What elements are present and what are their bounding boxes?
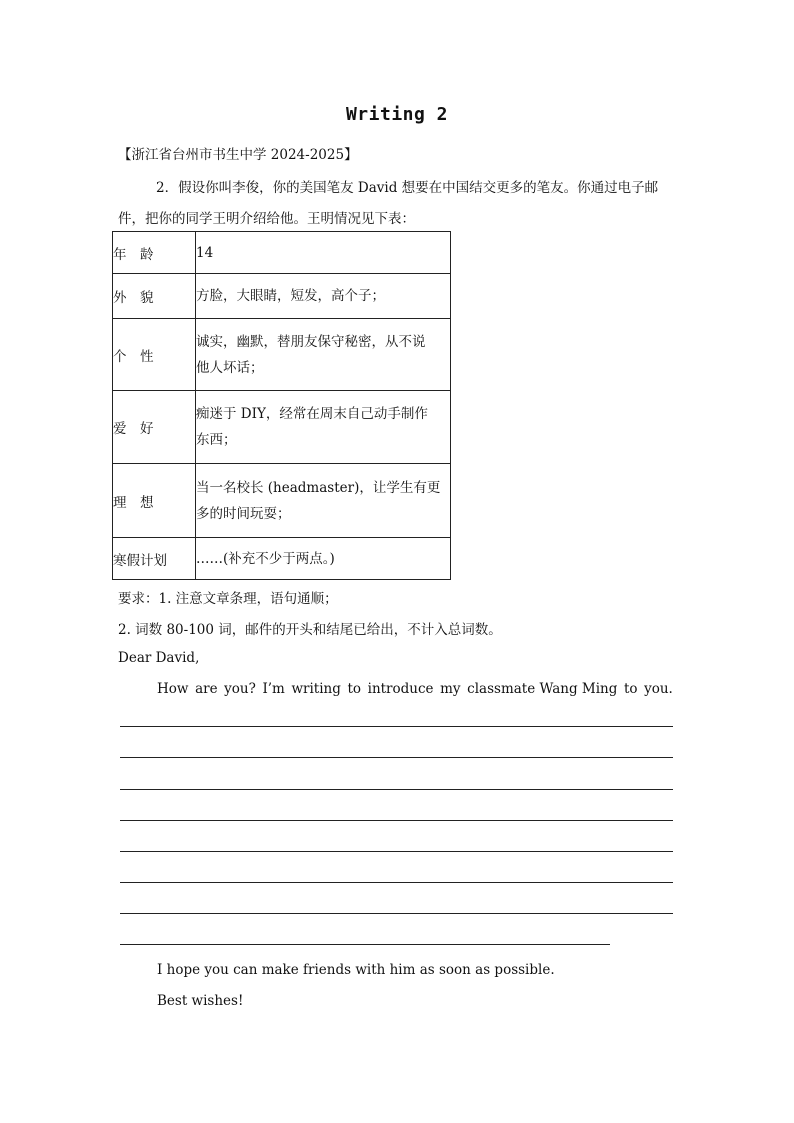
answer-line[interactable] xyxy=(120,757,673,758)
question-line-1: 2．假设你叫李俊，你的美国笔友 David 想要在中国结交更多的笔友。你通过电子邮 xyxy=(156,180,659,196)
intro-word: classmate Wang Ming xyxy=(467,681,618,697)
row-key: 理 想 xyxy=(113,464,196,538)
row-value xyxy=(196,391,451,464)
source-label: 【浙江省台州市书生中学 2024-2025】 xyxy=(118,147,358,163)
row-key: 寒假计划 xyxy=(113,538,196,580)
intro-word: you? xyxy=(224,681,256,697)
row-value xyxy=(196,538,451,580)
question-line-2: 件，把你的同学王明介绍给他。王明情况见下表： xyxy=(118,211,415,227)
table-row xyxy=(113,319,451,391)
table-row xyxy=(113,538,451,580)
requirement-2: 2. 词数 80-100 词，邮件的开头和结尾已给出，不计入总词数。 xyxy=(118,622,502,638)
row-key: 年 龄 xyxy=(113,232,196,274)
answer-line[interactable] xyxy=(120,789,673,790)
row-value xyxy=(196,319,451,391)
row-key: 个 性 xyxy=(113,319,196,391)
intro-word: my xyxy=(440,681,461,697)
intro-word: to xyxy=(623,681,638,697)
page-title: Writing 2 xyxy=(345,104,449,125)
row-value-line: 诚实，幽默，替朋友保守秘密，从不说 xyxy=(196,333,426,350)
letter-sign-off: Best wishes! xyxy=(157,993,244,1009)
row-value-line: 东西； xyxy=(196,432,237,448)
row-value-line: 痴迷于 DIY，经常在周末自己动手制作 xyxy=(196,406,428,422)
requirement-1: 要求：1. 注意文章条理，语句通顺； xyxy=(118,591,338,607)
table-row xyxy=(113,464,451,538)
row-value-line: 方脸，大眼睛，短发，高个子； xyxy=(196,288,385,304)
table-row xyxy=(113,391,451,464)
row-value-line: 他人坏话； xyxy=(196,359,264,376)
row-key: 爱 好 xyxy=(113,391,196,464)
row-value xyxy=(196,274,451,319)
row-value xyxy=(196,232,451,274)
answer-line[interactable] xyxy=(120,851,673,852)
answer-line[interactable] xyxy=(120,882,673,883)
table-row xyxy=(113,232,451,274)
letter-intro xyxy=(157,681,673,697)
row-key: 外 貌 xyxy=(113,274,196,319)
answer-line[interactable] xyxy=(120,820,673,821)
table-row xyxy=(113,274,451,319)
intro-word: writing xyxy=(291,681,341,697)
intro-word: How xyxy=(157,681,189,697)
row-value-line: 多的时间玩耍； xyxy=(196,505,291,522)
info-table xyxy=(112,231,451,580)
row-value-line: 14 xyxy=(196,244,214,261)
row-value-line: ……(补充不少于两点。) xyxy=(196,550,335,567)
answer-line[interactable] xyxy=(120,726,673,727)
row-value-line: 当一名校长 (headmaster)，让学生有更 xyxy=(196,479,441,496)
letter-greeting: Dear David, xyxy=(118,650,200,666)
answer-line[interactable] xyxy=(120,913,673,914)
intro-word: introduce xyxy=(367,681,434,697)
intro-word: you. xyxy=(644,681,673,697)
intro-word: to xyxy=(347,681,362,697)
row-value xyxy=(196,464,451,538)
letter-closing-sentence: I hope you can make friends with him as soon as possible. xyxy=(157,962,555,978)
answer-line[interactable] xyxy=(120,944,610,945)
intro-word: I’m xyxy=(262,681,285,697)
intro-word: are xyxy=(195,681,218,697)
